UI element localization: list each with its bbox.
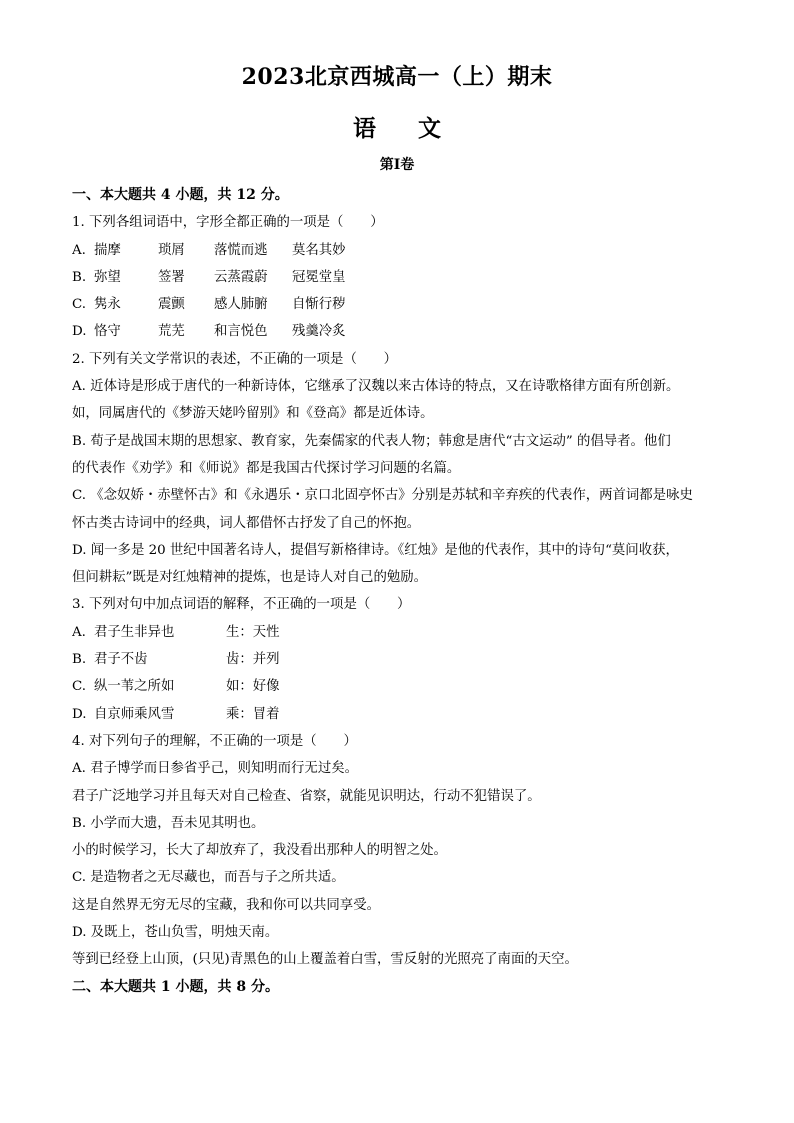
- option-label: C.: [72, 679, 87, 695]
- question-4-option-a: A. 君子博学而日参省乎己，则知明而行无过矣。: [72, 761, 358, 777]
- option-word: 弥望: [94, 269, 121, 285]
- option-word: 莫名其妙: [292, 242, 346, 258]
- option-gloss: 如：好像: [226, 679, 280, 695]
- question-3-option-d: [72, 701, 727, 728]
- option-word: 震颤: [158, 297, 185, 313]
- exam-content: [72, 182, 727, 1001]
- exam-title: 2023北京西城高一（上）期末: [241, 64, 553, 90]
- option-label: C.: [72, 297, 87, 313]
- option-label: B.: [72, 269, 87, 285]
- question-1-stem: 1. 下列各组词语中，字形全都正确的一项是（ ）: [72, 215, 384, 231]
- option-gloss: 乘：冒着: [226, 706, 280, 722]
- option-word: 签署: [158, 269, 185, 285]
- volume-label: 第Ⅰ卷: [379, 157, 415, 173]
- option-word: 残羹冷炙: [292, 324, 346, 340]
- option-word: 落慌而逃: [214, 242, 268, 258]
- section-heading-1: 一、本大题共 4 小题，共 12 分。: [72, 187, 289, 203]
- option-word: 云蒸霞蔚: [214, 269, 268, 285]
- section-heading-2: 二、本大题共 1 小题，共 8 分。: [72, 978, 279, 995]
- question-2-option-d-cont: 但问耕耘”既是对红烛精神的提炼，也是诗人对自己的勉励。: [72, 570, 427, 586]
- question-2-option-c: C. 《念奴娇・赤壁怀古》和《永遇乐・京口北固亭怀古》分别是苏轼和辛弃疾的代表作，两首词都是咏史: [72, 488, 693, 504]
- option-word: 揣摩: [94, 242, 121, 258]
- question-2-stem: 2. 下列有关文学常识的表述，不正确的一项是（ ）: [72, 351, 398, 367]
- subject-title: 语文: [353, 115, 483, 142]
- question-3-option-c: [72, 673, 727, 700]
- question-4-option-b: B. 小学而大遗，吾未见其明也。: [72, 815, 265, 831]
- option-label: B.: [72, 652, 87, 668]
- option-gloss: 齿：并列: [226, 652, 280, 668]
- question-2-option-c-cont: 怀古类古诗词中的经典，词人都借怀古抒发了自己的怀抱。: [72, 515, 421, 531]
- option-word: 冠冕堂皇: [292, 269, 346, 285]
- option-label: A.: [72, 624, 86, 640]
- question-2-option-b: B. 荀子是战国末期的思想家、教育家，先秦儒家的代表人物；韩愈是唐代“古文运动” 的倡导者。他们: [72, 433, 671, 449]
- question-2-option-d: D. 闻一多是 20 世纪中国著名诗人，提倡写新格律诗。《红烛》是他的代表作，其中的诗句“莫问收获，: [72, 542, 679, 558]
- question-1-option-d: [72, 318, 727, 345]
- question-4-option-c: C. 是造物者之无尽藏也，而吾与子之所共适。: [72, 870, 345, 886]
- option-word: 恪守: [94, 324, 121, 340]
- question-3-stem: 3. 下列对句中加点词语的解释，不正确的一项是（ ）: [72, 597, 411, 613]
- option-gloss: 生：天性: [226, 624, 280, 640]
- option-word: 荒芜: [158, 324, 185, 340]
- question-4-option-c-translation: 这是自然界无穷无尽的宝藏，我和你可以共同享受。: [72, 897, 380, 913]
- question-1-option-b: [72, 264, 727, 291]
- question-3-option-b: [72, 646, 727, 673]
- option-word: 隽永: [94, 297, 121, 313]
- option-sentence: 君子生非异也: [94, 624, 175, 640]
- option-sentence: 纵一苇之所如: [94, 679, 175, 695]
- option-label: A.: [72, 242, 86, 258]
- question-2-option-b-cont: 的代表作《劝学》和《师说》都是我国古代探讨学习问题的名篇。: [72, 460, 461, 476]
- option-sentence: 君子不齿: [94, 652, 148, 668]
- question-3-option-a: [72, 619, 727, 646]
- question-4-stem: 4. 对下列句子的理解，不正确的一项是（ ）: [72, 733, 357, 749]
- question-2-option-a: A. 近体诗是形成于唐代的一种新诗体，它继承了汉魏以来古体诗的特点，又在诗歌格律方面有所创新。: [72, 379, 680, 395]
- question-4-option-a-translation: 君子广泛地学习并且每天对自己检查、省察，就能见识明达，行动不犯错误了。: [72, 788, 541, 804]
- question-4-option-d-translation: 等到已经登上山顶，(只见)青黑色的山上覆盖着白雪，雪反射的光照亮了南面的天空。: [72, 952, 578, 968]
- option-sentence: 自京师乘风雪: [94, 706, 175, 722]
- option-word: 和言悦色: [214, 324, 268, 340]
- question-4-option-b-translation: 小的时候学习，长大了却放弃了，我没看出那种人的明智之处。: [72, 843, 447, 859]
- question-1-option-c: [72, 291, 727, 318]
- question-1-option-a: [72, 237, 727, 264]
- option-word: 自惭行秽: [292, 297, 346, 313]
- question-2-option-a-cont: 如，同属唐代的《梦游天姥吟留别》和《登高》都是近体诗。: [72, 406, 434, 422]
- option-word: 感人肺腑: [214, 297, 268, 313]
- option-label: D.: [72, 324, 87, 340]
- question-4-option-d: D. 及既上，苍山负雪，明烛天南。: [72, 925, 279, 941]
- option-label: D.: [72, 706, 87, 722]
- option-word: 琐屑: [158, 242, 185, 258]
